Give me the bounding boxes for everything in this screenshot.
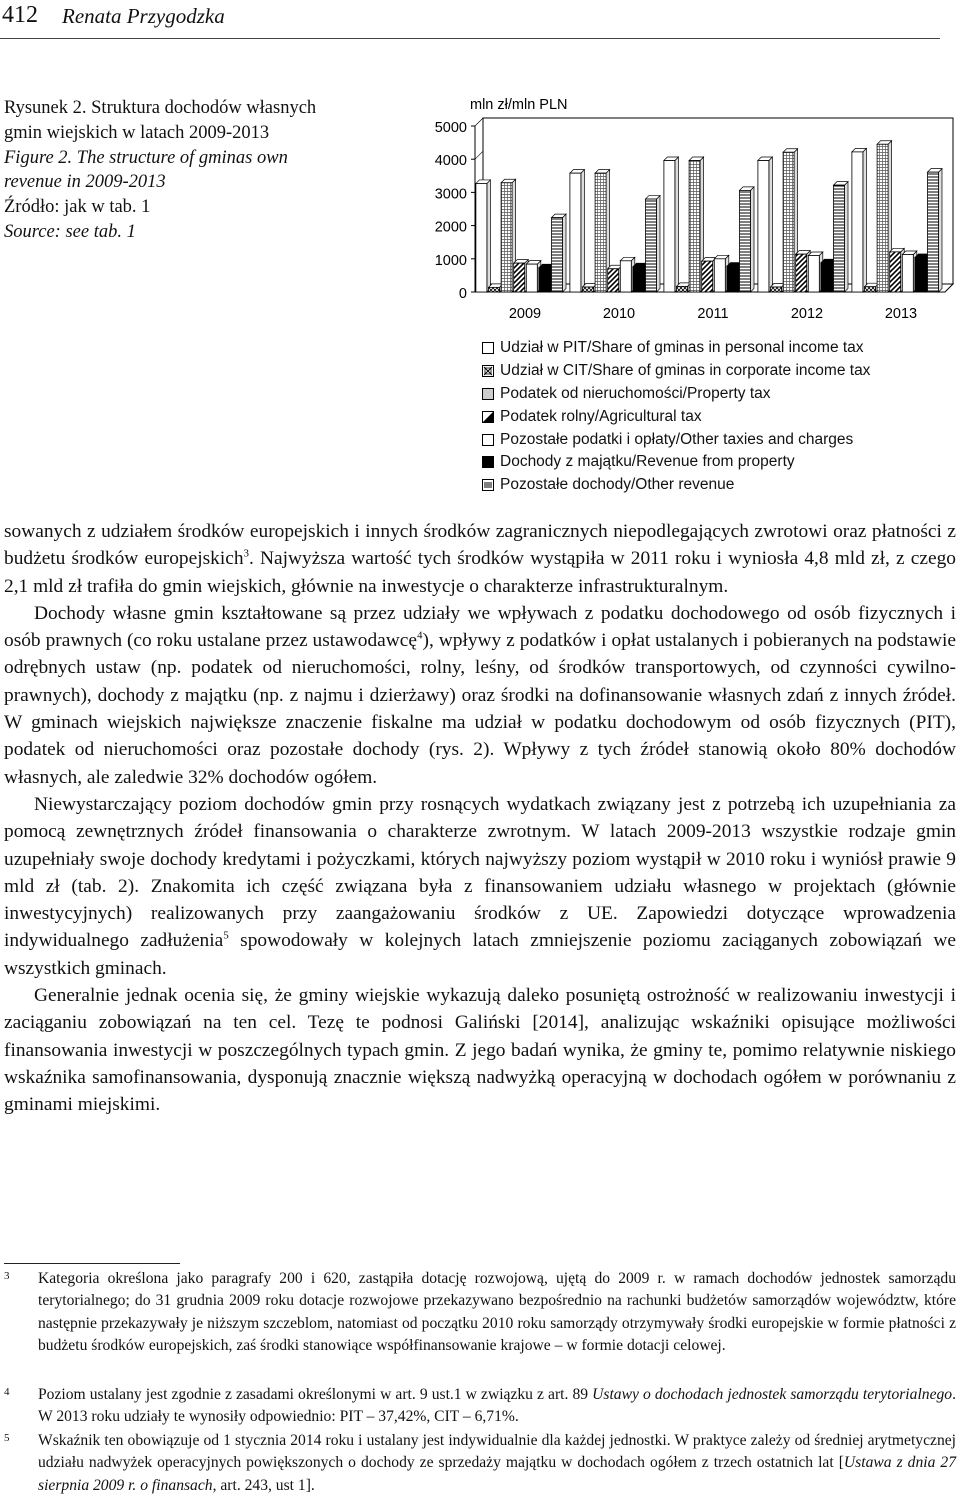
footnote-text xyxy=(38,1384,956,1429)
legend-label: Pozostałe podatki i opłaty/Other taxies and charges xyxy=(500,430,854,448)
y-tick-label: 5000 xyxy=(434,120,467,136)
bar-front xyxy=(489,287,500,292)
legend-swatch xyxy=(482,434,494,446)
y-tick-label: 1000 xyxy=(434,252,467,269)
footnote-text-a: Poziom ustalany jest zgodnie z zasadami określonymi w art. 9 ust.1 w związku z art. 89 xyxy=(38,1386,593,1403)
bar-side xyxy=(751,187,755,292)
legend-swatch xyxy=(482,365,494,377)
bar xyxy=(852,148,867,292)
bar-front xyxy=(714,259,725,292)
legend-item xyxy=(482,337,952,360)
paragraph xyxy=(4,518,956,600)
bar-front xyxy=(740,190,751,292)
footnote-rule xyxy=(4,1263,180,1264)
bar-front xyxy=(771,287,782,292)
caption-source-pl: Źródło: jak w tab. 1 xyxy=(4,197,151,218)
footnote-text xyxy=(38,1430,956,1497)
footnote-citation: Ustawy o dochodach jednostek samorządu terytorialnego xyxy=(592,1386,953,1403)
bar-chart xyxy=(405,92,955,332)
bar-front xyxy=(915,257,926,292)
bar-front xyxy=(620,261,631,292)
bar-front xyxy=(852,152,863,292)
bar-front xyxy=(727,266,738,292)
bar-side xyxy=(657,196,661,292)
x-category-label: 2011 xyxy=(697,306,729,322)
paragraph-text: sowanych z udziałem środków europejskich i innych środków zagranicznych niepodlegających zwrotowi oraz płatności z budżetu środków europejskich xyxy=(4,521,956,570)
bar-side xyxy=(769,157,773,292)
bar-front xyxy=(514,263,525,292)
bar xyxy=(834,182,849,292)
bar xyxy=(740,187,755,292)
bar-front xyxy=(865,287,876,292)
running-author: Renata Przygodzka xyxy=(62,4,225,28)
bar-front xyxy=(633,267,644,292)
footnote-number: 3 xyxy=(4,1270,10,1282)
bar-front xyxy=(808,255,819,292)
bar xyxy=(570,170,585,292)
bar-front xyxy=(501,183,512,292)
legend-label: Pozostałe dochody/Other revenue xyxy=(500,476,735,494)
bar xyxy=(664,157,679,292)
bar-side xyxy=(487,180,491,292)
legend-label: Podatek od nieruchomości/Property tax xyxy=(500,384,771,402)
footnote-text: Kategoria określona jako paragrafy 200 i 620, zastąpiła dotację rozwojową, ujętą do 2009 r. w ramach dochodów jednostek samorządu terytorialnego; do 31 grudnia 2009 roku dotacje rozwojowe przekazywano bezpośrednio na rachunki budżetów samorządów województw, które następnie przekazywały je niższym szczeblom, natomiast od początku 2010 roku samorządy otrzymywały środki europejskie w formie płatności z budżetu środków europejskich, zaś środki stanowiące współfinansowanie krajowe – w formie dotacji celowej. xyxy=(38,1270,956,1354)
footnote-text-b: , art. 243, ust 1]. xyxy=(212,1476,315,1494)
bar xyxy=(476,180,491,292)
y-tick-label: 4000 xyxy=(434,153,467,170)
y-tick-label: 3000 xyxy=(434,186,467,203)
legend-item xyxy=(482,360,952,383)
legend-item xyxy=(482,428,952,451)
page-number: 412 xyxy=(2,2,38,28)
legend-item xyxy=(482,451,952,474)
bar xyxy=(646,196,661,292)
bar-side xyxy=(845,182,849,292)
bar-front xyxy=(783,152,794,292)
paragraph-text: Dochody własne gmin kształtowane są przez udziały we wpływach z podatku dochodowego od osób fizycznych i osób prawnych (co roku ustalane przez ustawodawcę xyxy=(4,602,956,652)
footnote-5 xyxy=(4,1430,956,1497)
bar xyxy=(928,169,943,292)
bar-front xyxy=(664,161,675,292)
footnote-number: 4 xyxy=(4,1386,10,1398)
legend-item xyxy=(482,405,952,428)
body-text xyxy=(4,518,956,1119)
legend-label: Udział w PIT/Share of gminas in personal income tax xyxy=(500,339,864,357)
footnote-citation: Ustawa z dnia 27 sierpnia 2009 r. o finansach xyxy=(38,1454,956,1494)
chart-legend xyxy=(482,337,952,497)
bar-side xyxy=(939,169,943,292)
legend-swatch xyxy=(482,479,494,491)
paragraph-text: Generalnie jednak ocenia się, że gminy wiejskie wykazują daleko posuniętą ostrożność w realizowaniu inwestycji i zaciąganiu zobowiązań na ten cel. Tezę te podnosi Galiński [2014], analizując wskaźniki opisujące możliwości finansowania inwestycji w poszczególnych typach gmin. Z jego badań wynika, że gminy te, pomimo relatywnie niskiego wskaźnika samofinansowania, dysponują znacznie większą nadwyżką operacyjną w dochodach ogółem w porównaniu z gminami miejskimi. xyxy=(4,985,956,1116)
footnote-4 xyxy=(4,1384,956,1429)
bar-front xyxy=(689,161,700,292)
caption-en-line-1: Figure 2. The structure of gminas own xyxy=(4,147,288,168)
bar-front xyxy=(570,173,581,292)
caption-pl-line-1: Rysunek 2. Struktura dochodów własnych xyxy=(4,98,317,118)
bar-front xyxy=(539,268,550,292)
bar-front xyxy=(890,252,901,292)
footnote-number: 5 xyxy=(4,1432,10,1444)
legend-item xyxy=(482,474,952,497)
caption-source-en: Source: see tab. 1 xyxy=(4,221,136,242)
footnote-text-a: Wskaźnik ten obowiązuje od 1 stycznia 2014 roku i ustalany jest indywidualnie dla każdej jednostki. W praktyce zależy od średniej arytmetycznej udziału nadwyżek operacyjnych powiększonych o dochody ze sprzedaży majątku w dochodach ogółem z trzech ostatnich lat [ xyxy=(38,1432,956,1472)
footnote-3 xyxy=(4,1268,956,1357)
paragraph xyxy=(4,791,956,982)
header-rule xyxy=(0,38,940,39)
paragraph xyxy=(4,600,956,791)
bar-side xyxy=(863,148,867,292)
legend-item xyxy=(482,383,952,406)
legend-swatch xyxy=(482,342,494,354)
bar-front xyxy=(608,269,619,292)
bar-front xyxy=(552,218,563,292)
running-header xyxy=(0,0,940,40)
y-tick-label: 2000 xyxy=(434,219,467,236)
caption-en-line-2: revenue in 2009-2013 xyxy=(4,172,166,193)
paragraph-text: spowodowały w kolejnych latach zmniejszenie poziomu zaciąganych zobowiązań we wszystkich gminach. xyxy=(4,930,956,979)
legend-label: Dochody z majątku/Revenue from property xyxy=(500,453,795,471)
bar-front xyxy=(821,263,832,292)
legend-swatch xyxy=(482,388,494,400)
y-tick-depth xyxy=(475,151,483,159)
bar-side xyxy=(581,170,585,292)
bar-front xyxy=(702,261,713,292)
bar-front xyxy=(796,254,807,292)
bar-side xyxy=(675,157,679,292)
bar xyxy=(552,214,567,292)
bar-front xyxy=(758,161,769,292)
footnote-ref: 3 xyxy=(243,547,250,560)
bar-front xyxy=(595,173,606,292)
bar-front xyxy=(526,264,537,292)
x-category-label: 2009 xyxy=(508,306,542,322)
footnote-text-b: . W 2013 roku udziały te wynosiły odpowiednio: PIT – 37,42%, CIT – 6,71%. xyxy=(38,1386,956,1426)
legend-label: Udział w CIT/Share of gminas in corporate income tax xyxy=(500,362,871,380)
bar-front xyxy=(646,199,657,292)
paragraph-text: ), wpływy z podatków i opłat ustalanych i pobieranych na podstawie odrębnych ustaw (np. podatek od nieruchomości, rolny, leśny, od środków transportowych, od czynności cywilno-prawnych), dochody z majątku (np. z najmu i dzierżawy) oraz środki na dofinansowanie własnych zdań z innych źródeł. W gminach wiejskich największe znaczenie fiskalne ma udział w podatku dochodowym od osób fizycznych (PIT), podatek od nieruchomości oraz pozostałe dochody (rys. 2). Wpływy z tych źródeł stanowią około 80% dochodów własnych, ale zaledwie 32% dochodów ogółem. xyxy=(4,630,956,788)
bar-front xyxy=(583,287,594,292)
footnote-ref: 5 xyxy=(223,929,229,942)
y-tick-depth xyxy=(475,118,483,126)
paragraph-text: Niewystarczający poziom dochodów gmin przy rosnących wydatkach związany jest z potrzebą ich uzupełniania za pomocą zewnętrznych źródeł finansowania o charakterze zwrotnym. W latach 2009-2013 wszystkie rodzaje gmin uzupełniały swoje dochody kredytami i pożyczkami, których najwyższy poziom wystąpił w 2010 roku i wyniósł prawie 9 mld zł (tab. 2). Znakomita ich część związana była z finansowaniem udziału własnego w projektach (głównie inwestycyjnych) realizowanych przy zaangażowaniu środków z UE. Zapowiedzi dotyczące wprowadzenia indywidualnego zadłużenia xyxy=(4,793,956,952)
bar-front xyxy=(476,183,487,292)
y-tick-label: 0 xyxy=(458,286,467,302)
bar-front xyxy=(902,254,913,292)
bar-front xyxy=(877,144,888,292)
paragraph xyxy=(4,982,956,1118)
bar-front xyxy=(928,172,939,292)
x-category-label: 2012 xyxy=(790,306,824,322)
footnote-ref: 4 xyxy=(417,629,423,642)
bar-front xyxy=(677,286,688,292)
legend-swatch xyxy=(482,411,494,423)
figure-caption xyxy=(4,96,366,245)
x-category-label: 2013 xyxy=(884,306,918,322)
x-category-label: 2010 xyxy=(602,306,636,322)
paragraph-text: . Najwyższa wartość tych środków wystąpiła w 2011 roku i wyniosła 4,8 mld zł, z czego 2,1 mld zł trafiła do gmin wiejskich, głównie na inwestycje o charakterze infrastrukturalnym. xyxy=(4,548,956,597)
legend-swatch xyxy=(482,456,494,468)
bar-side xyxy=(563,214,567,292)
y-axis-label: mln zł/mln PLN xyxy=(470,97,568,113)
legend-label: Podatek rolny/Agricultural tax xyxy=(500,407,702,425)
bar xyxy=(758,157,773,292)
bar-front xyxy=(834,185,845,292)
caption-pl-line-2: gmin wiejskich w latach 2009-2013 xyxy=(4,122,270,143)
